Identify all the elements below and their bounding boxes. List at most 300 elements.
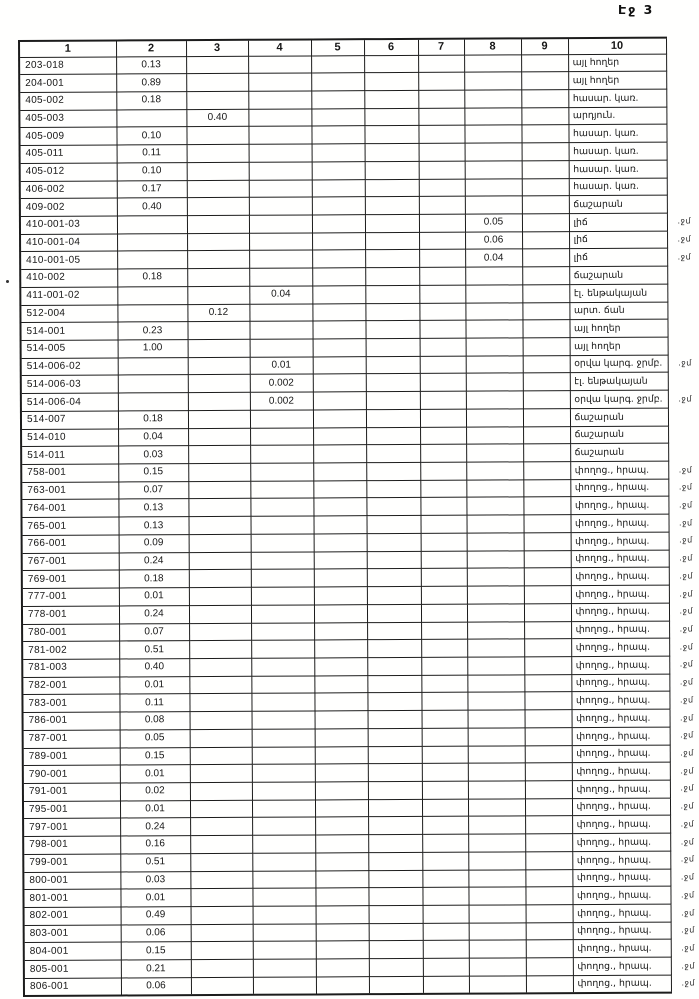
value-cell-col5 [311, 126, 364, 144]
value-cell-col5 [316, 923, 369, 941]
value-cell-col8 [466, 338, 523, 356]
value-cell-col4 [252, 746, 315, 764]
parcel-code-cell: 763-001 [21, 482, 118, 500]
value-cell-col5 [314, 604, 367, 622]
value-cell-col6 [368, 888, 422, 906]
value-cell-col2: 0.18 [116, 92, 186, 110]
value-cell-col4: 0.04 [249, 286, 312, 304]
value-cell-col2: 0.13 [118, 499, 188, 517]
parcel-code-cell: 405-003 [19, 110, 116, 128]
margin-note: .ջմ [680, 801, 695, 811]
value-cell-col8 [467, 533, 524, 551]
value-cell-col7 [420, 391, 466, 409]
margin-header-spacer [666, 37, 699, 53]
value-cell-col2 [117, 286, 187, 304]
value-cell-col2: 0.02 [120, 783, 190, 801]
value-cell-col7 [421, 693, 467, 711]
value-cell-col6 [366, 462, 420, 480]
value-cell-col3 [189, 623, 251, 641]
parcel-code-cell: 204-001 [19, 74, 116, 92]
value-cell-col4 [251, 587, 314, 605]
margin-note [668, 408, 699, 426]
value-cell-col6 [367, 551, 421, 569]
value-cell-col2: 0.13 [118, 517, 188, 535]
land-use-cell: փողոց., հրապ. [570, 514, 668, 532]
value-cell-col4 [248, 126, 311, 144]
parcel-code-cell: 514-001 [20, 322, 117, 340]
value-cell-col2: 0.15 [121, 942, 191, 960]
value-cell-col2: 0.01 [119, 676, 189, 694]
value-cell-col5 [312, 197, 365, 215]
value-cell-col2: 1.00 [118, 340, 188, 358]
parcel-code-cell: 778-001 [22, 606, 119, 624]
value-cell-col5 [314, 658, 367, 676]
value-cell-col6 [365, 321, 419, 339]
value-cell-col9 [521, 90, 568, 108]
value-cell-col2: 0.06 [121, 924, 191, 942]
column-header-8: 8 [464, 38, 521, 54]
parcel-code-cell: 767-001 [22, 553, 119, 571]
value-cell-col7 [422, 887, 468, 905]
value-cell-col7 [422, 746, 468, 764]
value-cell-col3 [189, 641, 251, 659]
value-cell-col7 [419, 303, 465, 321]
land-use-cell: փողոց., հրապ. [572, 886, 670, 904]
value-cell-col7 [423, 941, 469, 959]
column-header-1: 1 [19, 40, 116, 57]
value-cell-col5 [315, 835, 368, 853]
value-cell-col6 [365, 232, 419, 250]
value-cell-col4 [249, 321, 312, 339]
value-cell-col6 [369, 976, 423, 994]
value-cell-col9 [525, 851, 572, 869]
value-cell-col7 [419, 196, 465, 214]
value-cell-col9 [524, 550, 571, 568]
land-use-cell: լիճ [569, 249, 667, 267]
value-cell-col9 [522, 320, 569, 338]
value-cell-col8 [466, 356, 523, 374]
margin-note [666, 71, 699, 89]
value-cell-col3 [187, 180, 249, 198]
value-cell-col6 [367, 657, 421, 675]
value-cell-col4 [250, 498, 313, 516]
value-cell-col4 [252, 800, 315, 818]
value-cell-col8 [466, 409, 523, 427]
land-use-cell: արդյուն. [568, 107, 666, 125]
value-cell-col4 [251, 622, 314, 640]
value-cell-col7 [419, 143, 465, 161]
value-cell-col8 [466, 480, 523, 498]
value-cell-col6 [367, 569, 421, 587]
value-cell-col2 [118, 393, 188, 411]
value-cell-col9 [525, 869, 572, 887]
value-cell-col9 [521, 54, 568, 72]
value-cell-col9 [524, 533, 571, 551]
value-cell-col8 [468, 834, 525, 852]
value-cell-col5 [313, 445, 366, 463]
value-cell-col4 [248, 55, 311, 73]
value-cell-col7 [423, 958, 469, 976]
parcel-code-cell: 764-001 [21, 499, 118, 517]
value-cell-col7 [421, 604, 467, 622]
value-cell-col3 [187, 251, 249, 269]
value-cell-col4 [248, 109, 311, 127]
value-cell-col8 [465, 143, 522, 161]
value-cell-col4 [252, 764, 315, 782]
value-cell-col9 [523, 515, 570, 533]
value-cell-col5 [314, 693, 367, 711]
parcel-code-cell: 806-001 [24, 978, 121, 996]
value-cell-col6 [364, 73, 418, 91]
value-cell-col8 [469, 976, 526, 994]
value-cell-col7 [421, 622, 467, 640]
value-cell-col7 [418, 108, 464, 126]
value-cell-col2: 0.06 [121, 977, 191, 995]
value-cell-col2 [117, 216, 187, 234]
value-cell-col8 [465, 285, 522, 303]
parcel-code-cell: 410-001-04 [20, 234, 117, 252]
value-cell-col7 [422, 817, 468, 835]
parcel-code-cell: 787-001 [23, 730, 120, 748]
value-cell-col4 [251, 693, 314, 711]
value-cell-col3 [188, 463, 250, 481]
value-cell-col8 [465, 178, 522, 196]
value-cell-col3 [189, 570, 251, 588]
value-cell-col8 [464, 90, 521, 108]
value-cell-col8 [465, 320, 522, 338]
value-cell-col4 [252, 729, 315, 747]
value-cell-col5 [312, 232, 365, 250]
value-cell-col3 [188, 375, 250, 393]
parcel-code-cell: 791-001 [23, 783, 120, 801]
margin-note: .ջմ [680, 890, 695, 900]
land-use-cell: այլ հողեր [568, 71, 666, 89]
value-cell-col3 [189, 587, 251, 605]
margin-note: .ջմ [681, 978, 696, 988]
value-cell-col5 [313, 392, 366, 410]
value-cell-col7 [422, 852, 468, 870]
value-cell-col3 [187, 215, 249, 233]
value-cell-col8 [469, 940, 526, 958]
value-cell-col6 [367, 533, 421, 551]
value-cell-col9 [526, 922, 573, 940]
value-cell-col6 [365, 285, 419, 303]
value-cell-col9 [522, 267, 569, 285]
value-cell-col7 [418, 55, 464, 73]
value-cell-col2: 0.89 [116, 74, 186, 92]
value-cell-col4 [250, 463, 313, 481]
value-cell-col9 [523, 338, 570, 356]
value-cell-col9 [522, 143, 569, 161]
value-cell-col9 [523, 444, 570, 462]
value-cell-col8 [467, 692, 524, 710]
value-cell-col6 [368, 835, 422, 853]
value-cell-col5 [315, 799, 368, 817]
value-cell-col7 [421, 586, 467, 604]
land-use-cell: փողոց., հրապ. [570, 479, 668, 497]
value-cell-col5 [315, 853, 368, 871]
value-cell-col5 [316, 977, 369, 995]
land-use-cell: փողոց., հրապ. [572, 709, 670, 727]
value-cell-col9 [524, 586, 571, 604]
parcel-code-cell: 514-005 [21, 340, 118, 358]
land-use-cell: փողոց., հրապ. [572, 745, 670, 763]
value-cell-col2: 0.01 [119, 588, 189, 606]
value-cell-col5 [312, 215, 365, 233]
value-cell-col9 [524, 657, 571, 675]
value-cell-col2: 0.04 [118, 428, 188, 446]
value-cell-col6 [367, 586, 421, 604]
table-row [24, 975, 699, 996]
margin-note: .ջմ [678, 394, 692, 404]
land-use-cell: փողոց., հրապ. [571, 621, 669, 639]
parcel-code-cell: 512-004 [20, 305, 117, 323]
value-cell-col3 [187, 286, 249, 304]
value-cell-col4 [250, 428, 313, 446]
value-cell-col6 [366, 338, 420, 356]
value-cell-col6 [367, 693, 421, 711]
value-cell-col8 [466, 497, 523, 515]
value-cell-col2: 0.18 [118, 410, 188, 428]
value-cell-col3 [189, 552, 251, 570]
parcel-code-cell: 801-001 [23, 889, 120, 907]
value-cell-col9 [522, 196, 569, 214]
value-cell-col3 [186, 91, 248, 109]
value-cell-col7 [419, 179, 465, 197]
value-cell-col3 [189, 534, 251, 552]
value-cell-col2 [117, 233, 187, 251]
value-cell-col2: 0.15 [120, 747, 190, 765]
value-cell-col6 [366, 392, 420, 410]
column-header-3: 3 [186, 40, 248, 56]
margin-note: .ջմ [677, 216, 692, 226]
value-cell-col3 [190, 729, 252, 747]
value-cell-col6 [368, 870, 422, 888]
value-cell-col4 [252, 782, 315, 800]
value-cell-col9 [522, 214, 569, 232]
value-cell-col8 [468, 745, 525, 763]
value-cell-col8 [466, 515, 523, 533]
margin-note [668, 372, 699, 390]
value-cell-col5 [312, 179, 365, 197]
value-cell-col4 [249, 144, 312, 162]
value-cell-col4 [252, 817, 315, 835]
value-cell-col5 [314, 569, 367, 587]
land-use-cell: փողոց., հրապ. [572, 798, 670, 816]
value-cell-col8 [468, 710, 525, 728]
value-cell-col2: 0.17 [117, 180, 187, 198]
value-cell-col3 [187, 233, 249, 251]
value-cell-col9 [523, 373, 570, 391]
value-cell-col6 [369, 941, 423, 959]
value-cell-col3 [189, 694, 251, 712]
land-use-cell: այլ հողեր [568, 54, 666, 72]
parcel-code-cell: 411-001-02 [20, 287, 117, 305]
value-cell-col2: 0.03 [118, 446, 188, 464]
value-cell-col4 [249, 162, 312, 180]
margin-note: .ջմ [678, 358, 692, 368]
parcel-code-cell: 410-001-05 [20, 251, 117, 269]
value-cell-col6 [366, 445, 420, 463]
land-use-cell: փողոց., հրապ. [572, 816, 670, 834]
value-cell-col5 [313, 356, 366, 374]
value-cell-col6 [365, 179, 419, 197]
value-cell-col6 [368, 799, 422, 817]
parcel-code-cell: 405-012 [20, 163, 117, 181]
margin-note: .ջմ [679, 588, 694, 598]
parcel-code-cell: 804-001 [24, 942, 121, 960]
value-cell-col6 [367, 675, 421, 693]
value-cell-col9 [522, 284, 569, 302]
margin-note [668, 337, 699, 355]
value-cell-col2: 0.23 [117, 322, 187, 340]
value-cell-col7 [423, 905, 469, 923]
value-cell-col3: 0.40 [186, 109, 248, 127]
value-cell-col3 [187, 198, 249, 216]
value-cell-col7 [422, 710, 468, 728]
value-cell-col7 [422, 834, 468, 852]
value-cell-col3 [190, 853, 252, 871]
value-cell-col8 [467, 604, 524, 622]
value-cell-col6 [368, 710, 422, 728]
land-use-cell: հասար. կառ. [568, 124, 666, 142]
land-use-cell: ճաշարան [570, 408, 668, 426]
value-cell-col5 [312, 321, 365, 339]
margin-note [668, 319, 699, 337]
value-cell-col4 [251, 640, 314, 658]
parcel-code-cell: 405-011 [20, 145, 117, 163]
value-cell-col2: 0.03 [120, 871, 190, 889]
value-cell-col3 [188, 410, 250, 428]
value-cell-col2: 0.07 [118, 481, 188, 499]
value-cell-col6 [369, 959, 423, 977]
value-cell-col6 [368, 746, 422, 764]
land-use-cell: փողոց., հրապ. [573, 904, 671, 922]
parcel-code-cell: 795-001 [23, 801, 120, 819]
value-cell-col8 [467, 657, 524, 675]
value-cell-col7 [421, 569, 467, 587]
parcel-code-cell: 405-002 [19, 92, 116, 110]
margin-note: .ջմ [677, 234, 692, 244]
value-cell-col5 [316, 941, 369, 959]
value-cell-col5 [311, 73, 364, 91]
value-cell-col9 [523, 408, 570, 426]
land-use-cell: արտ. ճան [569, 302, 667, 320]
value-cell-col8 [465, 267, 522, 285]
parcel-code-cell: 790-001 [23, 765, 120, 783]
land-use-cell: փողոց., հրապ. [571, 532, 669, 550]
value-cell-col8 [469, 958, 526, 976]
land-use-cell: հասար. կառ. [569, 178, 667, 196]
value-cell-col8 [464, 54, 521, 72]
value-cell-col8 [468, 799, 525, 817]
land-use-cell: փողոց., հրապ. [571, 585, 669, 603]
value-cell-col6 [369, 905, 423, 923]
value-cell-col6 [368, 781, 422, 799]
margin-note: .ջմ [678, 464, 693, 474]
value-cell-col6 [365, 268, 419, 286]
value-cell-col3 [187, 268, 249, 286]
parcel-code-cell: 800-001 [23, 872, 120, 890]
land-use-cell: փողոց., հրապ. [572, 727, 670, 745]
value-cell-col5 [313, 410, 366, 428]
parcel-code-cell: 410-001-03 [20, 216, 117, 234]
column-header-10: 10 [568, 38, 666, 55]
margin-note: .ջմ [680, 748, 694, 758]
margin-note [667, 302, 699, 320]
parcel-code-cell: 805-001 [24, 960, 121, 978]
value-cell-col6 [365, 197, 419, 215]
column-header-6: 6 [364, 39, 418, 55]
value-cell-col4: 0.002 [250, 374, 313, 392]
land-use-cell: փողոց., հրապ. [571, 550, 669, 568]
value-cell-col6 [365, 303, 419, 321]
land-use-cell: փողոց., հրապ. [573, 957, 671, 975]
value-cell-col3 [189, 658, 251, 676]
value-cell-col5 [312, 161, 365, 179]
value-cell-col9 [524, 639, 571, 657]
value-cell-col8: 0.06 [465, 232, 522, 250]
land-use-cell: ճաշարան [570, 426, 668, 444]
land-use-cell: էլ. ենթակայան [570, 373, 668, 391]
table-body [19, 53, 699, 996]
margin-note: .ջմ [679, 518, 693, 528]
value-cell-col3 [190, 818, 252, 836]
value-cell-col5 [312, 286, 365, 304]
value-cell-col2: 0.01 [120, 765, 190, 783]
value-cell-col4 [252, 888, 315, 906]
value-cell-col7 [420, 356, 466, 374]
value-cell-col2: 0.51 [120, 853, 190, 871]
value-cell-col4: 0.002 [250, 392, 313, 410]
value-cell-col5 [311, 55, 364, 73]
value-cell-col6 [366, 374, 420, 392]
value-cell-col3 [189, 676, 251, 694]
value-cell-col2: 0.08 [120, 712, 190, 730]
value-cell-col5 [315, 728, 368, 746]
value-cell-col9 [526, 958, 573, 976]
value-cell-col6 [368, 817, 422, 835]
value-cell-col6 [366, 409, 420, 427]
value-cell-col5 [314, 640, 367, 658]
value-cell-col7 [420, 427, 466, 445]
value-cell-col9 [522, 231, 569, 249]
value-cell-col6 [368, 764, 422, 782]
value-cell-col3 [191, 942, 253, 960]
margin-note [668, 426, 699, 444]
value-cell-col5 [315, 711, 368, 729]
margin-note [666, 124, 699, 142]
land-use-cell: օրվա կարգ. ջրմբ. [570, 355, 668, 373]
value-cell-col4 [249, 250, 312, 268]
parcel-code-cell: 514-007 [21, 411, 118, 429]
value-cell-col9 [525, 816, 572, 834]
value-cell-col7 [419, 214, 465, 232]
value-cell-col7 [422, 870, 468, 888]
value-cell-col7 [420, 338, 466, 356]
value-cell-col7 [420, 444, 466, 462]
value-cell-col4 [251, 569, 314, 587]
value-cell-col3 [189, 605, 251, 623]
value-cell-col3 [188, 516, 250, 534]
value-cell-col6 [366, 498, 420, 516]
parcel-code-cell: 786-001 [23, 712, 120, 730]
margin-note: .ջմ [678, 500, 693, 510]
value-cell-col7 [421, 675, 467, 693]
land-register-table [18, 36, 699, 997]
parcel-code-cell: 514-006-03 [21, 375, 118, 393]
value-cell-col3 [190, 747, 252, 765]
